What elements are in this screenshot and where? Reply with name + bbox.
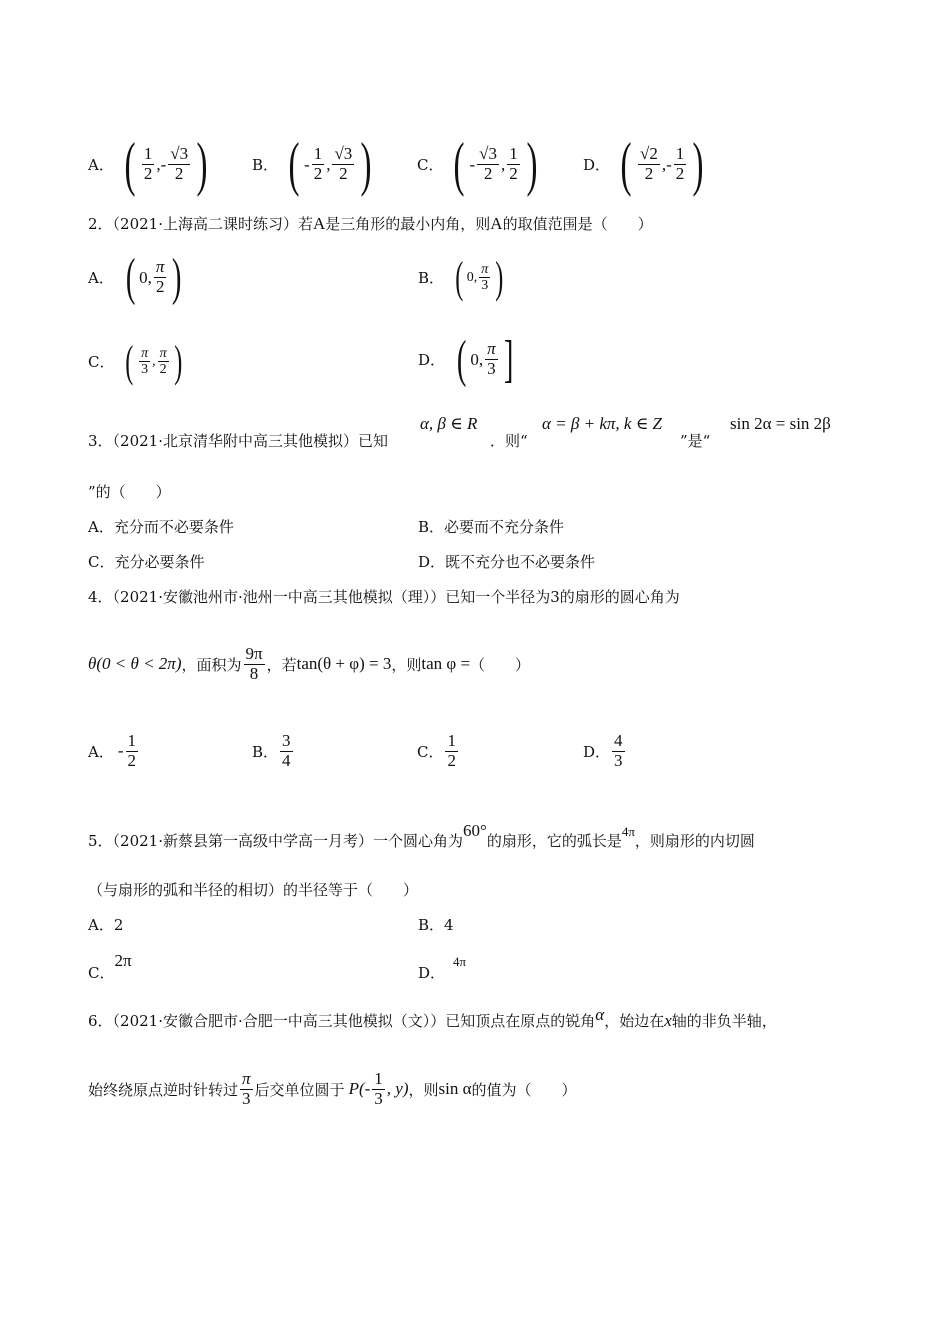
q3-cond2: sin 2α = sin 2β xyxy=(730,414,831,433)
q3-cond1: α = β + kπ, k ∈ Z xyxy=(542,414,662,433)
q5-option-c: C．2π xyxy=(88,951,132,982)
q4-option-c: C． $\frac{1}{2}$ xyxy=(417,731,456,770)
q2-option-c: C． ( $\frac{\pi}{3}$ , $\frac{\pi}{2}$ ) xyxy=(88,337,183,386)
q2-stem: 2．（2021·上海高二课时练习）若A是三角形的最小内角，则A的取值范围是（ ） xyxy=(88,214,653,233)
fraction: $\frac{√3}{2}$ xyxy=(170,144,189,183)
fraction: $\frac{1}{2}$ xyxy=(313,144,323,183)
q4-option-b: B． $\frac{3}{4}$ xyxy=(252,731,291,770)
q3-option-c: C．充分必要条件 xyxy=(88,553,205,571)
q3-then: ．则“ xyxy=(490,432,528,450)
q5-option-d: D．4π xyxy=(418,954,467,982)
q6-stem: 6．（2021·安徽合肥市·合肥一中高三其他模拟（文））已知顶点在原点的锐角α，始边在x轴的非负半轴， xyxy=(88,1005,777,1030)
option-label: A． xyxy=(88,156,114,174)
q5-stem: 5．（2021·新蔡县第一高级中学高一月考）一个圆心角为60°的扇形，它的弧长是4π，则扇形的内切圆 xyxy=(88,821,755,850)
q5-line2: （与扇形的弧和半径的相切）的半径等于（ ） xyxy=(88,881,419,899)
q1-option-d: D． ( $\frac{√2}{2}$ ,- $\frac{1}{2}$ ) xyxy=(583,131,704,197)
fraction: $\frac{1}{2}$ xyxy=(509,144,518,183)
q3-is: ”是“ xyxy=(680,432,711,450)
q1-option-a: A． ( $\frac{1}{2}$ ,- $\frac{√3}{2}$ ) xyxy=(88,131,208,197)
fraction: $\frac{√2}{2}$ xyxy=(640,144,658,183)
q3-stem: 3．（2021·北京清华附中高三其他模拟）已知 xyxy=(88,432,388,450)
q1-option-c: C． ( - $\frac{√3}{2}$ , $\frac{1}{2}$ ) xyxy=(417,131,538,197)
q4-stem: 4．（2021·安徽池州市·池州一中高三其他模拟（理））已知一个半径为3的扇形的圆心角为 xyxy=(88,588,680,606)
q4-option-a: A． - $\frac{1}{2}$ xyxy=(88,731,137,770)
q3-option-a: A．充分而不必要条件 xyxy=(88,518,234,536)
q3-option-d: D．既不充分也不必要条件 xyxy=(418,553,596,571)
fraction: $\frac{√3}{2}$ xyxy=(334,144,353,183)
q2-option-b: B． ( 0, $\frac{\pi}{3}$ ) xyxy=(418,253,504,302)
fraction: $\frac{1}{2}$ xyxy=(675,144,685,183)
q6-line2: 始终绕原点逆时针转过 $\frac{\pi}{3}$ 后交单位圆于 P(- $\frac{1}{3}$ , y) ，则 sin α 的值为（ ） xyxy=(88,1069,577,1108)
option-label: C． xyxy=(417,156,444,174)
q2-option-d: D． ( 0, $\frac{\pi}{3}$ ] xyxy=(418,331,514,388)
option-label: B． xyxy=(252,156,279,174)
option-label: D． xyxy=(583,156,611,174)
q2-option-a: A． ( 0, $\frac{\pi}{2}$ ) xyxy=(88,249,182,306)
q5-option-a: A．2 xyxy=(88,916,124,934)
fraction: $\frac{√3}{2}$ xyxy=(479,144,497,183)
q1-option-b: B． ( - $\frac{1}{2}$ , $\frac{√3}{2}$ ) xyxy=(252,131,372,197)
q3-option-b: B．必要而不充分条件 xyxy=(418,518,565,536)
q3-given: α, β ∈ R xyxy=(420,414,478,433)
q5-option-b: B．4 xyxy=(418,916,454,934)
q4-option-d: D． $\frac{4}{3}$ xyxy=(583,731,623,770)
q4-condition: θ(0 < θ < 2π) ，面积为 $\frac{9\pi}{8}$ ，若 tan(θ + φ) = 3 ，则 tan φ = （ ） xyxy=(88,644,531,683)
fraction: $\frac{1}{2}$ xyxy=(143,144,153,183)
q3-tail: ”的（ ） xyxy=(88,483,171,501)
